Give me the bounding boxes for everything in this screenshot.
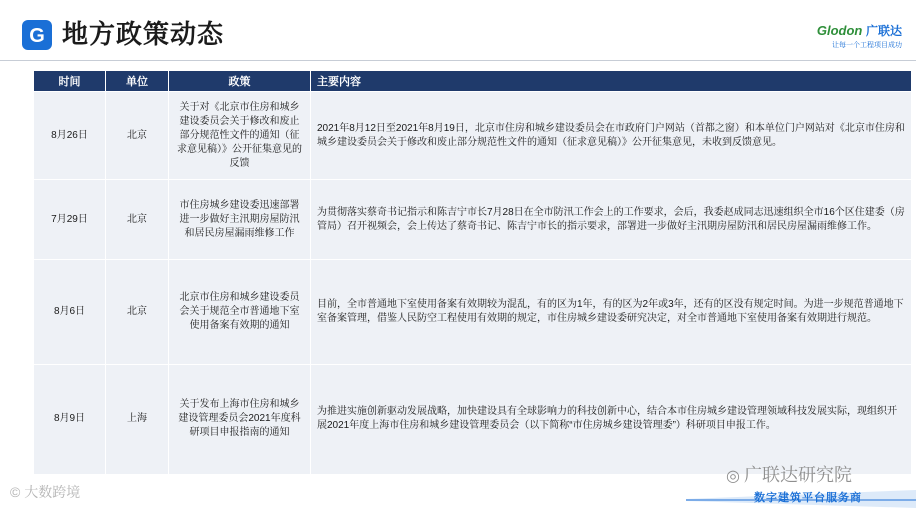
table-row: [34, 364, 912, 474]
cell-unit: 北京: [106, 260, 169, 364]
cell-policy: 关于对《北京市住房和城乡建设委员会关于修改和废止部分规范性文件的通知（征求意见稿）》公开征集意见的反馈: [169, 92, 311, 180]
watermark-left: [10, 482, 80, 502]
watermark-right: [726, 461, 852, 487]
brand-slogan: 让每一个工程项目成功: [832, 42, 902, 49]
brand-name-cn: 广联达: [865, 24, 902, 38]
cell-date: 7月29日: [34, 180, 106, 260]
cell-content: 为贯彻落实蔡奇书记指示和陈吉宁市长7月28日在全市防汛工作会上的工作要求，会后，我委赵成同志迅速组织全市16个区住建委（房管局）召开视频会，会上传达了蔡奇书记、陈吉宁市长的指示要求，部署进一步做好主汛期房屋防汛和居民房屋漏雨维修工作。: [311, 180, 912, 260]
cell-date: 8月6日: [34, 260, 106, 364]
table-header-row: [34, 71, 912, 92]
table-row: [34, 260, 912, 364]
table-row: [34, 180, 912, 260]
policy-table: [33, 70, 912, 475]
cell-content: 2021年8月12日至2021年8月19日，北京市住房和城乡建设委员会在市政府门户网站（首都之窗）和本单位门户网站对《北京市住房和城乡建设委员会关于修改和废止部分规范性文件的通知（征求意见稿）》公开征集意见，未收到反馈意见。: [311, 92, 912, 180]
cell-date: 8月26日: [34, 92, 106, 180]
wechat-icon: ◎: [726, 468, 740, 485]
cell-policy: 市住房城乡建设委迅速部署进一步做好主汛期房屋防汛和居民房屋漏雨维修工作: [169, 180, 311, 260]
brand-logo: [782, 22, 902, 50]
brand-name-latin: Glodon: [816, 23, 863, 38]
header-divider: [0, 60, 916, 61]
brand-name: [782, 22, 902, 39]
page-title: 地方政策动态: [62, 19, 225, 49]
cell-date: 8月9日: [34, 364, 106, 474]
cell-unit: 上海: [106, 364, 169, 474]
svg-text:G: G: [29, 25, 45, 47]
logo-g-glyph: [22, 20, 52, 50]
column-header-unit: 单位: [106, 71, 169, 92]
cell-unit: 北京: [106, 180, 169, 260]
column-header-policy: 政策: [169, 71, 311, 92]
cell-content: 为推进实施创新驱动发展战略，加快建设具有全球影响力的科技创新中心，结合本市住房城乡建设管理领域科技发展实际，现组织开展2021年度上海市住房和城乡建设管理委员会（以下简称“市住房城乡建设管理委”）科研项目申报工作。: [311, 364, 912, 474]
cell-unit: 北京: [106, 92, 169, 180]
cell-policy: 北京市住房和城乡建设委员会关于规范全市普通地下室使用备案有效期的通知: [169, 260, 311, 364]
watermark-left-text: 大数跨境: [24, 484, 81, 500]
cell-content: 目前，全市普通地下室使用备案有效期较为混乱，有的区为1年，有的区为2年或3年，还有的区没有规定时间。为进一步规范普通地下室备案管理，借鉴人民防空工程使用有效期的规定，市住房城乡建设委研究决定，对全市普通地下室使用备案有效期进行规范。: [311, 260, 912, 364]
watermark-right-text: 广联达研究院: [743, 465, 852, 485]
column-header-content: 主要内容: [311, 71, 912, 92]
footer-tagline: 数字建筑平台服务商: [754, 492, 862, 504]
watermark-logo-icon: ©: [10, 484, 21, 500]
column-header-date: 时间: [34, 71, 106, 92]
logo-g-icon: [22, 20, 52, 50]
table-row: [34, 92, 912, 180]
cell-policy: 关于发布上海市住房和城乡建设管理委员会2021年度科研项目申报指南的通知: [169, 364, 311, 474]
